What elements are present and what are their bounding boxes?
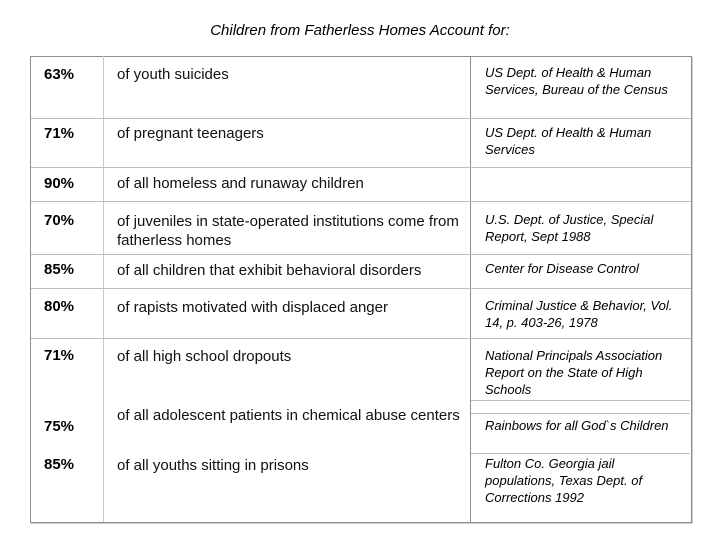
row-divider [471, 453, 690, 454]
percent-cell: 85% [44, 456, 75, 473]
percent-cell: 71% [44, 125, 75, 142]
description-cell: of rapists motivated with displaced anger [117, 299, 388, 316]
row-divider [471, 400, 690, 401]
description-cell: of all children that exhibit behavioral disorders [117, 262, 422, 279]
description-cell: of all youths sitting in prisons [117, 457, 309, 474]
row-divider [31, 201, 691, 202]
description-cell: of juveniles in state-operated institutions come from fatherless homes [117, 213, 459, 249]
row-divider [31, 288, 691, 289]
percent-cell: 90% [44, 175, 75, 192]
percent-cell: 70% [44, 212, 75, 229]
source-cell: U.S. Dept. of Justice, Special Report, Sept 1988 [485, 212, 654, 244]
source-cell: Criminal Justice & Behavior, Vol. 14, p. 403-26, 1978 [485, 298, 673, 330]
source-cell: Rainbows for all God`s Children [485, 418, 669, 433]
row-divider [471, 413, 690, 414]
source-cell: US Dept. of Health & Human Services [485, 125, 652, 157]
column-divider-percent [103, 56, 104, 522]
description-cell: of all high school dropouts [117, 348, 292, 365]
percent-cell: 63% [44, 66, 75, 83]
source-cell: National Principals Association Report on the State of High Schools [485, 348, 663, 397]
description-cell: of pregnant teenagers [117, 125, 264, 142]
row-divider [31, 167, 691, 168]
source-cell: US Dept. of Health & Human Services, Bureau of the Census [485, 65, 668, 97]
source-cell: Fulton Co. Georgia jail populations, Texas Dept. of Corrections 1992 [485, 456, 643, 505]
description-cell: of youth suicides [117, 66, 229, 83]
row-divider [31, 254, 691, 255]
source-cell: Center for Disease Control [485, 261, 639, 276]
row-divider [31, 338, 691, 339]
description-cell: of all adolescent patients in chemical abuse centers [117, 407, 460, 424]
row-divider [31, 118, 691, 119]
percent-cell: 85% [44, 261, 75, 278]
page-title: Children from Fatherless Homes Account for: [210, 22, 510, 39]
description-cell: of all homeless and runaway children [117, 175, 364, 192]
percent-cell: 80% [44, 298, 75, 315]
percent-cell: 71% [44, 347, 75, 364]
percent-cell: 75% [44, 418, 75, 435]
